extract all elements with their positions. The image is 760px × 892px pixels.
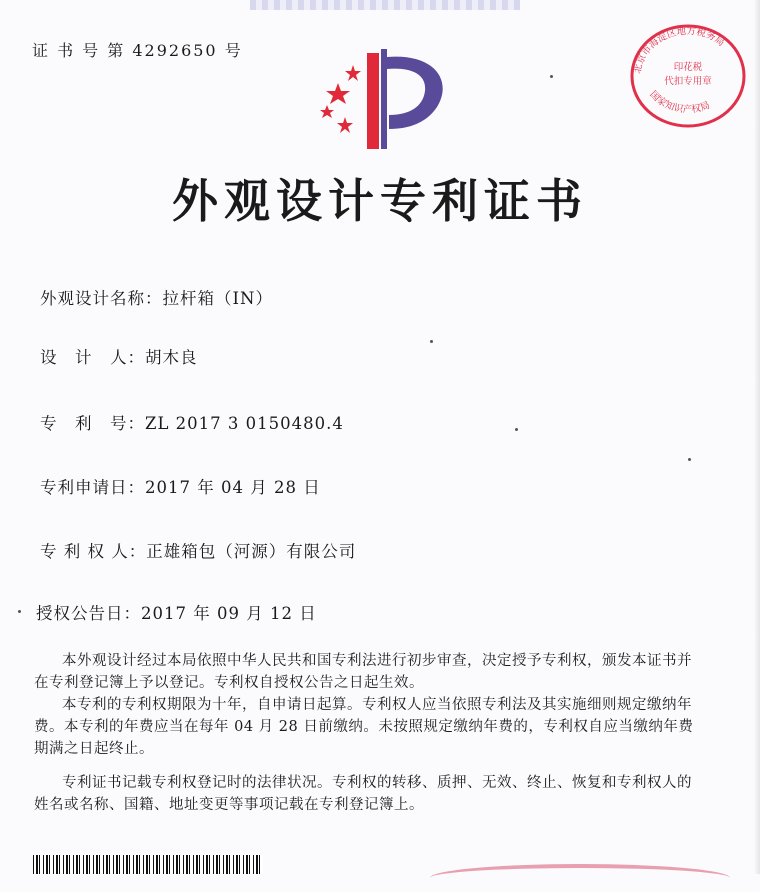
svg-text:代扣专用章: 代扣专用章	[664, 76, 712, 87]
field-value: 正雄箱包（河源）有限公司	[146, 542, 357, 561]
svg-text:印花税: 印花税	[673, 62, 703, 73]
field-value: 拉杆箱（IN）	[162, 289, 273, 308]
footer-decoration	[430, 864, 730, 892]
field-label: 授权公告日：	[36, 604, 141, 623]
field-designer	[40, 344, 198, 368]
paragraph-term	[34, 694, 694, 760]
field-patent-number	[40, 410, 344, 434]
field-label: 外观设计名称：	[40, 289, 163, 308]
tax-stamp-seal	[622, 18, 754, 128]
paragraph-text: 本外观设计经过本局依照中华人民共和国专利法进行初步审查，决定授予专利权，颁发本证书并在专利登记簿上予以登记。专利权自授权公告之日起生效。	[34, 653, 692, 691]
paper-speck	[18, 610, 21, 613]
paragraph-text: 专利证书记载专利权登记时的法律状况。专利权的转移、质押、无效、终止、恢复和专利权人的姓名或名称、国籍、地址变更等事项记载在专利登记簿上。	[34, 775, 692, 813]
paper-speck	[515, 428, 518, 431]
page-edge-top	[250, 0, 520, 10]
field-value: 2017 年 09 月 12 日	[141, 604, 317, 623]
page-edge-right	[754, 0, 760, 874]
paragraph-legal-status	[34, 772, 694, 816]
paragraph-grant	[34, 650, 694, 694]
certificate-number: 证 书 号 第 4292650 号	[32, 41, 243, 60]
field-label: 专 利 号：	[40, 414, 145, 433]
paper-speck	[550, 75, 553, 78]
field-patentee	[40, 538, 356, 562]
field-value: ZL 2017 3 0150480.4	[145, 414, 344, 433]
document-title: 外观设计专利证书	[172, 174, 588, 228]
field-label: 专 利 权 人：	[40, 542, 147, 561]
svg-text:国家知识产权局: 国家知识产权局	[647, 89, 712, 116]
svg-text:北京市海淀区地方税务局: 北京市海淀区地方税务局	[632, 25, 727, 75]
field-value: 胡木良	[145, 348, 198, 367]
field-application-date	[40, 474, 321, 498]
cnipa-emblem-icon	[305, 45, 465, 150]
barcode	[33, 855, 263, 874]
paper-speck	[688, 458, 691, 461]
field-label: 专利申请日：	[40, 478, 145, 497]
field-grant-date	[36, 600, 317, 624]
field-design-name	[40, 285, 273, 309]
paper-speck	[430, 340, 433, 343]
field-value: 2017 年 04 月 28 日	[145, 478, 321, 497]
field-label: 设 计 人：	[40, 348, 145, 367]
paragraph-text: 本专利的专利权期限为十年，自申请日起算。专利权人应当依照专利法及其实施细则规定缴纳年费。本专利的年费应当在每年 04 月 28 日前缴纳。未按照规定缴纳年费的，专利权自应当缴纳年费期满之日起终止。	[34, 697, 694, 757]
